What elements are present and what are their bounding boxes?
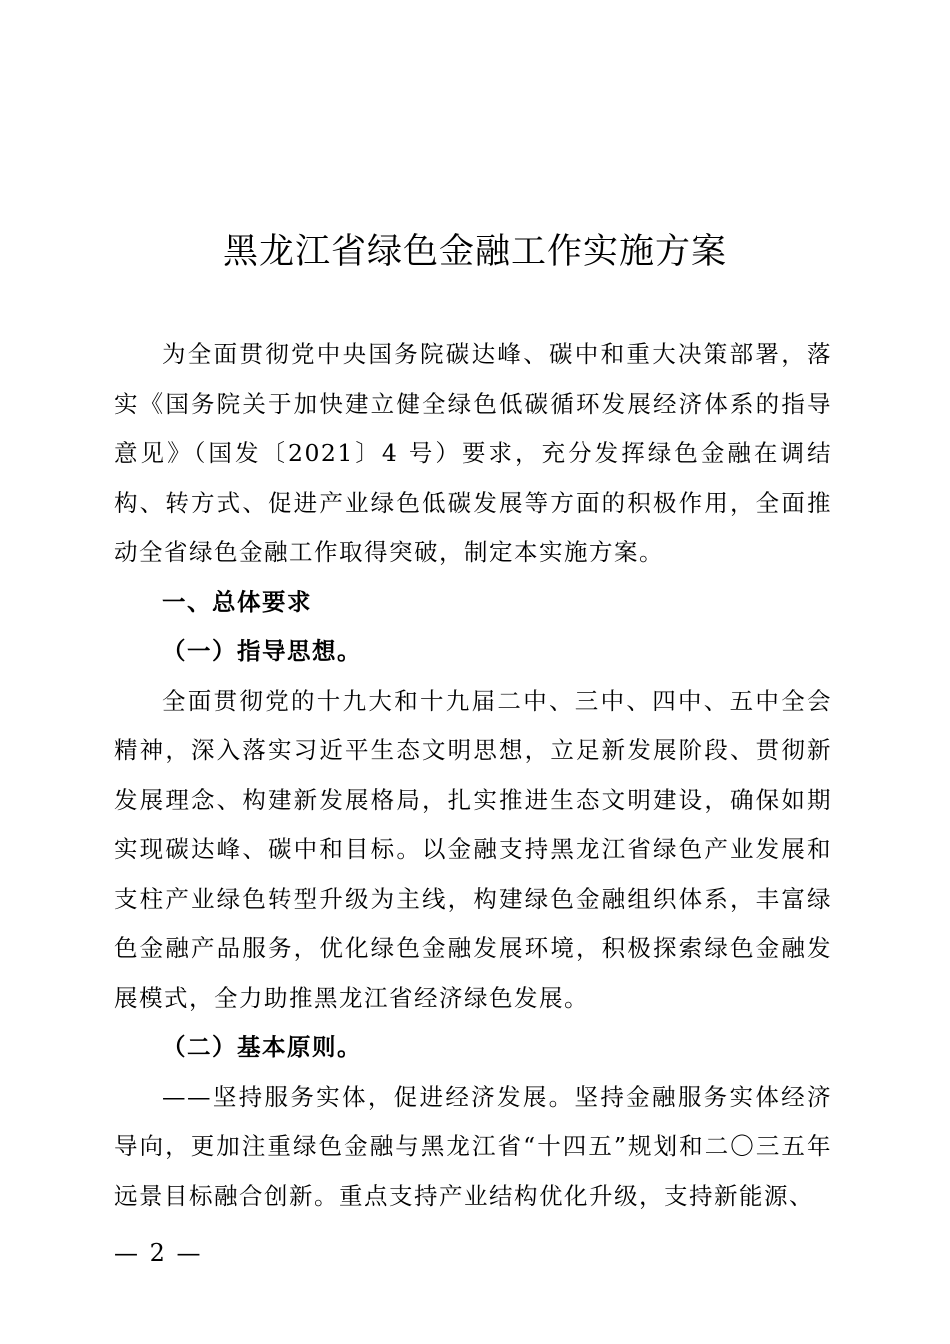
section-heading-general-requirements: 一、总体要求 xyxy=(162,587,312,616)
subsection-heading-guiding-ideology: （一）指导思想。 xyxy=(162,637,362,665)
basic-principles-paragraph: ——坚持服务实体，促进经济发展。坚持金融服务实体经济导向，更加注重绿色金融与黑龙江省“十四五”规划和二〇三五年远景目标融合创新。重点支持产业结构优化升级，支持新能源、 xyxy=(114,1082,832,1210)
subsection-heading-basic-principles: （二）基本原则。 xyxy=(162,1033,362,1061)
guiding-ideology-paragraph: 全面贯彻党的十九大和十九届二中、三中、四中、五中全会精神，深入落实习近平生态文明思想，立足新发展阶段、贯彻新发展理念、构建新发展格局，扎实推进生态文明建设，确保如期实现碳达峰、碳中和目标。以金融支持黑龙江省绿色产业发展和支柱产业绿色转型升级为主线，构建绿色金融组织体系，丰富绿色金融产品服务，优化绿色金融发展环境，积极探索绿色金融发展模式，全力助推黑龙江省经济绿色发展。 xyxy=(114,686,832,1012)
document-title: 黑龙江省绿色金融工作实施方案 xyxy=(222,232,727,272)
intro-paragraph: 为全面贯彻党中央国务院碳达峰、碳中和重大决策部署，落实《国务院关于加快建立健全绿色低碳循环发展经济体系的指导意见》（国发〔2021〕4 号）要求，充分发挥绿色金融在调结构、转方式、促进产业绿色低碳发展等方面的积极作用，全面推动全省绿色金融工作取得突破，制定本实施方案。 xyxy=(114,340,832,566)
page-number: — 2 — xyxy=(114,1239,203,1267)
document-body xyxy=(114,330,832,1221)
